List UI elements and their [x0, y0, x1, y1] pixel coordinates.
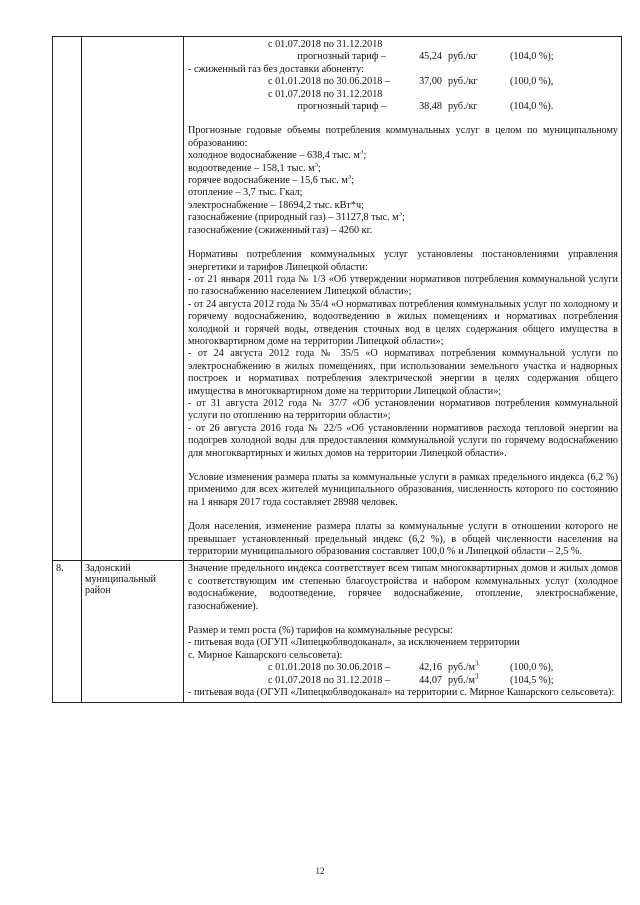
tariff-row: [188, 659, 618, 674]
tariff-unit: $руб./м^3$: [448, 672, 479, 686]
district-name: Задонский муниципальный район: [85, 563, 156, 597]
volume-line: водоотведение – 158,1 тыс. $м^3$;: [188, 162, 321, 174]
tariff-period: с 01.07.2018 по 31.12.2018 –: [268, 674, 391, 686]
volume-line: газоснабжение (сжиженный газ) – 4260 кг.: [188, 224, 373, 236]
spacer: [188, 460, 618, 472]
volumes-intro: Прогнозные годовые объемы потребления коммунальных услуг в целом по муниципальному образованию:: [188, 125, 618, 149]
volume-line: газоснабжение (природный газ) – 31127,8 тыс. $м^3$;: [188, 212, 405, 224]
spacer: [188, 113, 618, 125]
tariffs-intro: Размер и темп роста (%) тарифов на коммунальные ресурсы:: [188, 625, 453, 637]
norm-item: - от 24 августа 2012 года № 35/5 «О нормативах потребления коммунальной услуги по электроснабжению в жилых помещениях, при использовании земельного участка и надворных построек и нормативах потребления электрической энергии в целях содержания общего имущества в многоквартирном доме на территории Липецкой области»;: [188, 348, 618, 397]
norm-item: - от 31 августа 2012 года № 37/7 «Об установлении нормативов потребления коммунальной услуги по отоплению на территории области»;: [188, 397, 618, 422]
spacer: [188, 509, 618, 521]
tariff-unit: руб./кг: [448, 101, 478, 113]
plain-line: - сжиженный газ без доставки абоненту:: [188, 63, 364, 75]
share-paragraph: Доля населения, изменение размера платы за коммунальные услуги в отношении которого не превышает установленный предельный индекс (6,2 %), в общей численности населения на территории муниципального образования составляет 100,0 % и Липецкой области – 2,5 %.: [188, 521, 618, 558]
norm-item: - от 21 января 2011 года № 1/3 «Об утверждении нормативов потребления коммунальной услуги по газоснабжению населением Липецкой области»;: [188, 273, 618, 298]
indent-line: с 01.07.2018 по 31.12.2018: [268, 39, 383, 50]
tariff-growth: (104,5 %);: [510, 674, 554, 686]
tariff-growth: (104,0 %).: [510, 101, 554, 113]
table-row-7: [53, 37, 622, 561]
volume-line: отопление – 3,7 тыс. Гкал;: [188, 187, 303, 199]
water-tariff-rows: [188, 659, 618, 687]
page-number: 12: [315, 866, 325, 876]
norms-intro: Нормативы потребления коммунальных услуг установлены постановлениями управления энергетики и тарифов Липецкой области:: [188, 249, 618, 273]
water-2-paragraph: - питьевая вода (ОГУП «Липецкоблводоканал» на территории с. Мирное Кашарского сельсовета):: [188, 687, 615, 699]
row-number-cell: [53, 37, 82, 561]
tariff-row: [188, 101, 618, 113]
row-number-cell: [53, 561, 82, 702]
tariff-period: с 01.01.2018 по 30.06.2018 –: [268, 76, 391, 88]
district-cell: [82, 561, 184, 702]
content-cell: [184, 561, 622, 702]
content-cell: [184, 37, 622, 561]
condition-paragraph: Условие изменения размера платы за коммунальные услуги в рамках предельного индекса (6,2 %) применимо для всех жителей муниципального образования, численность которого по состоянию на 1 января 2017 года составляет 28988 человек.: [188, 472, 618, 508]
norm-item: - от 24 августа 2012 года № 35/4 «О нормативах потребления коммунальных услуг по холодному и горячему водоснабжению, водоотведению в жилых помещениях и нормативах потребления холодной и горячей воды, отведения сточных вод в целях содержания общего имущества в многоквартирном доме на территории Липецкой области»;: [188, 298, 618, 347]
tariff-value: 38,48: [419, 101, 442, 113]
table-row-8: [53, 561, 622, 702]
tariff-unit: руб./кг: [448, 76, 478, 88]
water-line-1: - питьевая вода (ОГУП «Липецкоблводоканал», за исключением территории: [188, 637, 520, 649]
tariff-value: 42,16: [419, 662, 442, 674]
index-paragraph: Значение предельного индекса соответствует всем типам многоквартирных домов и жилых домов с соответствующим им степенью благоустройства и набором коммунальных услуг (холодное водоснабжение, водоотведение, горячее водоснабжение, отопление, электроснабжение, газоснабжение).: [188, 563, 618, 612]
district-cell: [82, 37, 184, 561]
tariff-value: 37,00: [419, 76, 442, 88]
tariff-period: прогнозный тариф –: [297, 101, 386, 113]
tariff-unit: руб./кг: [448, 51, 478, 63]
tariff-growth: (104,0 %);: [510, 51, 554, 63]
norm-item: - от 26 августа 2016 года № 22/5 «Об установлении нормативов расхода тепловой энергии на подогрев холодной воды для предоставления коммунальной услуги по горячему водоснабжению для многоквартирных и жилых домов на территории Липецкой области».: [188, 422, 618, 459]
tariff-growth: (100,0 %),: [510, 76, 554, 88]
tariff-row: [188, 672, 618, 687]
tariff-unit: $руб./м^3$: [448, 659, 479, 674]
tariff-period: с 01.01.2018 по 30.06.2018 –: [268, 662, 391, 674]
tariff-value: 44,07: [419, 674, 442, 686]
tariff-table: [52, 36, 622, 703]
tariff-row: [188, 51, 618, 63]
row-7-content: [184, 37, 621, 560]
tariff-value: 45,24: [419, 51, 442, 63]
volume-line: холодное водоснабжение – 638,4 тыс. $м^3$;: [188, 150, 367, 162]
row-number: 8.: [56, 563, 64, 575]
volume-line: горячее водоснабжение – 15,6 тыс. $м^3$;: [188, 175, 355, 187]
tariff-growth: (100,0 %),: [510, 662, 554, 674]
tariff-period: прогнозный тариф –: [297, 51, 386, 63]
indent-line: с 01.07.2018 по 31.12.2018: [268, 88, 383, 100]
tariff-row: [188, 76, 618, 88]
water-line-2: с. Мирное Кашарского сельсовета):: [188, 649, 343, 661]
row-8-content: [184, 561, 621, 701]
volume-line: электроснабжение – 18694,2 тыс. кВт*ч;: [188, 199, 364, 211]
spacer: [188, 237, 618, 249]
